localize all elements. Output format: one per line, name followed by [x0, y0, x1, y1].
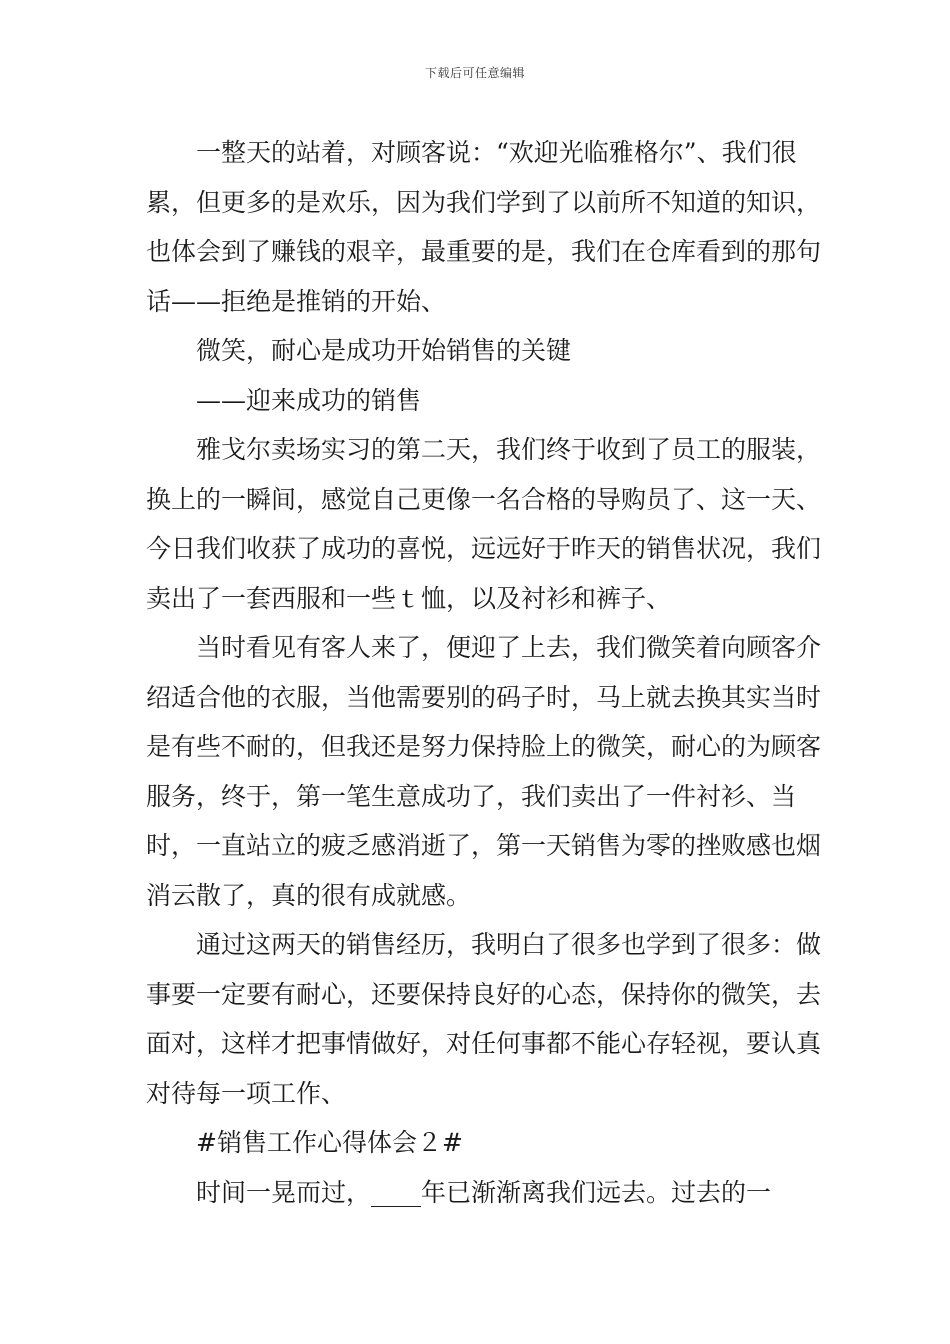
paragraph: 通过这两天的销售经历，我明白了很多也学到了很多：做事要一定要有耐心，还要保持良好的心态，保持你的微笑，去面对，这样才把事情做好，对任何事都不能心存轻视，要认真对待每一项工作、	[146, 930, 822, 1108]
page-header: 下载后可任意编辑	[424, 66, 525, 80]
paragraph: 当时看见有客人来了，便迎了上去，我们微笑着向顾客介绍适合他的衣服，当他需要别的码子时，马上就去换其实当时是有些不耐的，但我还是努力保持脸上的微笑，耐心的为顾客服务，终于，第一笔生意成功了，我们卖出了一件衬衫、当时，一直站立的疲乏感消逝了，第一天销售为零的挫败感也烟消云散了，真的很有成就感。	[146, 633, 822, 910]
document-body	[146, 128, 826, 1217]
section-heading: #销售工作心得体会２#	[196, 1128, 463, 1157]
paragraph: 微笑，耐心是成功开始销售的关键	[196, 336, 572, 365]
paragraph: 雅戈尔卖场实习的第二天，我们终于收到了员工的服装，换上的一瞬间，感觉自己更像一名合格的导购员了、这一天、今日我们收获了成功的喜悦，远远好于昨天的销售状况，我们卖出了一套西服和一些ｔ恤，以及衬衫和裤子、	[146, 435, 822, 613]
paragraph: ——迎来成功的销售	[196, 385, 422, 415]
paragraph: 一整天的站着，对顾客说：“欢迎光临雅格尔”、我们很累，但更多的是欢乐，因为我们学到了以前所不知道的知识，也体会到了赚钱的艰辛，最重要的是，我们在仓库看到的那句话——拒绝是推销的开始、	[146, 138, 822, 316]
paragraph: 时间一晃而过，____年已渐渐离我们远去。过去的一	[196, 1177, 772, 1207]
